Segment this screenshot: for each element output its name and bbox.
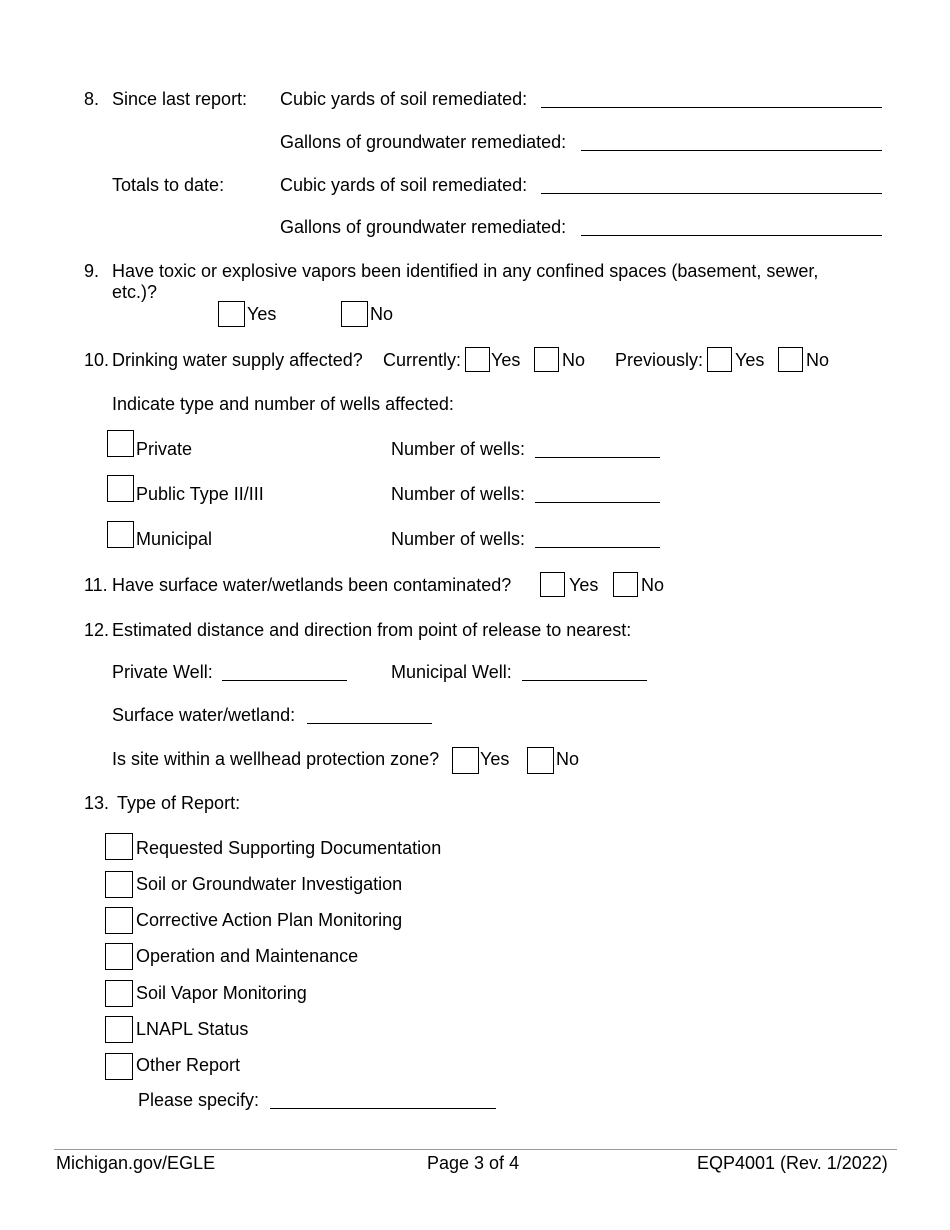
q8-totals-soil-field[interactable] (541, 193, 882, 194)
q10-text: Drinking water supply affected? (112, 350, 363, 370)
q10-currently-yes-label: Yes (491, 350, 521, 370)
q12-surface-water-label: Surface water/wetland: (112, 705, 296, 725)
q10-previously-label: Previously: (615, 350, 704, 370)
q13-lnapl-label: LNAPL Status (136, 1019, 249, 1039)
q10-indicate-text: Indicate type and number of wells affected: (112, 394, 454, 414)
q12-number: 12. (84, 620, 110, 640)
q10-private-label: Private (136, 439, 193, 459)
q13-other-report-checkbox[interactable] (105, 1053, 133, 1080)
q13-corrective-action-label: Corrective Action Plan Monitoring (136, 910, 403, 930)
q13-soil-vapor-label: Soil Vapor Monitoring (136, 983, 307, 1003)
q10-previously-yes-checkbox[interactable] (707, 347, 732, 372)
q10-municipal-count-label: Number of wells: (391, 529, 526, 549)
q8-totals-label: Totals to date: (112, 175, 225, 195)
q10-previously-no-checkbox[interactable] (778, 347, 803, 372)
q11-yes-checkbox[interactable] (540, 572, 565, 597)
q10-public-label: Public Type II/III (136, 484, 264, 504)
q8-since-soil-label: Cubic yards of soil remediated: (280, 89, 528, 109)
q10-currently-no-label: No (562, 350, 586, 370)
q13-specify-field[interactable] (270, 1108, 496, 1109)
q12-wellhead-no-label: No (556, 749, 580, 769)
q13-lnapl-checkbox[interactable] (105, 1016, 133, 1043)
q8-since-soil-field[interactable] (541, 107, 882, 108)
q10-number: 10. (84, 350, 110, 370)
q11-yes-label: Yes (569, 575, 599, 595)
q8-since-groundwater-label: Gallons of groundwater remediated: (280, 132, 567, 152)
q10-previously-yes-label: Yes (735, 350, 765, 370)
q12-wellhead-label: Is site within a wellhead protection zone? (112, 749, 440, 769)
q8-number: 8. (84, 89, 100, 109)
q12-wellhead-no-checkbox[interactable] (527, 747, 554, 774)
q13-requested-docs-label: Requested Supporting Documentation (136, 838, 442, 858)
q12-text: Estimated distance and direction from point of release to nearest: (112, 620, 632, 640)
q9-yes-checkbox[interactable] (218, 301, 245, 327)
q10-currently-yes-checkbox[interactable] (465, 347, 490, 372)
footer-website: Michigan.gov/EGLE (56, 1153, 216, 1173)
q13-soil-groundwater-checkbox[interactable] (105, 871, 133, 898)
q12-private-well-label: Private Well: (112, 662, 213, 682)
q10-municipal-checkbox[interactable] (107, 521, 134, 548)
q9-yes-label: Yes (247, 304, 277, 324)
q10-currently-label: Currently: (383, 350, 462, 370)
q10-public-checkbox[interactable] (107, 475, 134, 502)
q13-soil-groundwater-label: Soil or Groundwater Investigation (136, 874, 403, 894)
q9-no-checkbox[interactable] (341, 301, 368, 327)
q9-text-line2: etc.)? (112, 282, 158, 302)
q8-totals-groundwater-field[interactable] (581, 235, 882, 236)
footer-divider (54, 1149, 897, 1150)
q13-corrective-action-checkbox[interactable] (105, 907, 133, 934)
q13-text: Type of Report: (117, 793, 241, 813)
q9-no-label: No (370, 304, 394, 324)
footer-page-number: Page 3 of 4 (427, 1153, 520, 1173)
q11-number: 11. (84, 575, 108, 595)
q12-wellhead-yes-checkbox[interactable] (452, 747, 479, 774)
q11-text: Have surface water/wetlands been contaminated? (112, 575, 512, 595)
q9-number: 9. (84, 261, 100, 281)
q10-currently-no-checkbox[interactable] (534, 347, 559, 372)
q11-no-checkbox[interactable] (613, 572, 638, 597)
q13-number: 13. (84, 793, 110, 813)
q13-operation-maintenance-checkbox[interactable] (105, 943, 133, 970)
q12-private-well-field[interactable] (222, 680, 347, 681)
q12-wellhead-yes-label: Yes (480, 749, 510, 769)
q10-municipal-count-field[interactable] (535, 547, 660, 548)
q13-soil-vapor-checkbox[interactable] (105, 980, 133, 1007)
q10-municipal-label: Municipal (136, 529, 213, 549)
q10-public-count-label: Number of wells: (391, 484, 526, 504)
q13-other-report-label: Other Report (136, 1055, 241, 1075)
q9-text-line1: Have toxic or explosive vapors been identified in any confined spaces (basement, sewer, (112, 261, 819, 281)
q10-private-count-field[interactable] (535, 457, 660, 458)
q8-since-groundwater-field[interactable] (581, 150, 882, 151)
q8-totals-soil-label: Cubic yards of soil remediated: (280, 175, 528, 195)
q13-requested-docs-checkbox[interactable] (105, 833, 133, 860)
q10-private-count-label: Number of wells: (391, 439, 526, 459)
q10-public-count-field[interactable] (535, 502, 660, 503)
q10-private-checkbox[interactable] (107, 430, 134, 457)
q8-totals-groundwater-label: Gallons of groundwater remediated: (280, 217, 567, 237)
q13-operation-maintenance-label: Operation and Maintenance (136, 946, 359, 966)
q12-municipal-well-label: Municipal Well: (391, 662, 512, 682)
q8-since-label: Since last report: (112, 89, 248, 109)
q12-surface-water-field[interactable] (307, 723, 432, 724)
q10-previously-no-label: No (806, 350, 830, 370)
q13-specify-label: Please specify: (138, 1090, 260, 1110)
q11-no-label: No (641, 575, 665, 595)
footer-form-id: EQP4001 (Rev. 1/2022) (697, 1153, 888, 1173)
q12-municipal-well-field[interactable] (522, 680, 647, 681)
